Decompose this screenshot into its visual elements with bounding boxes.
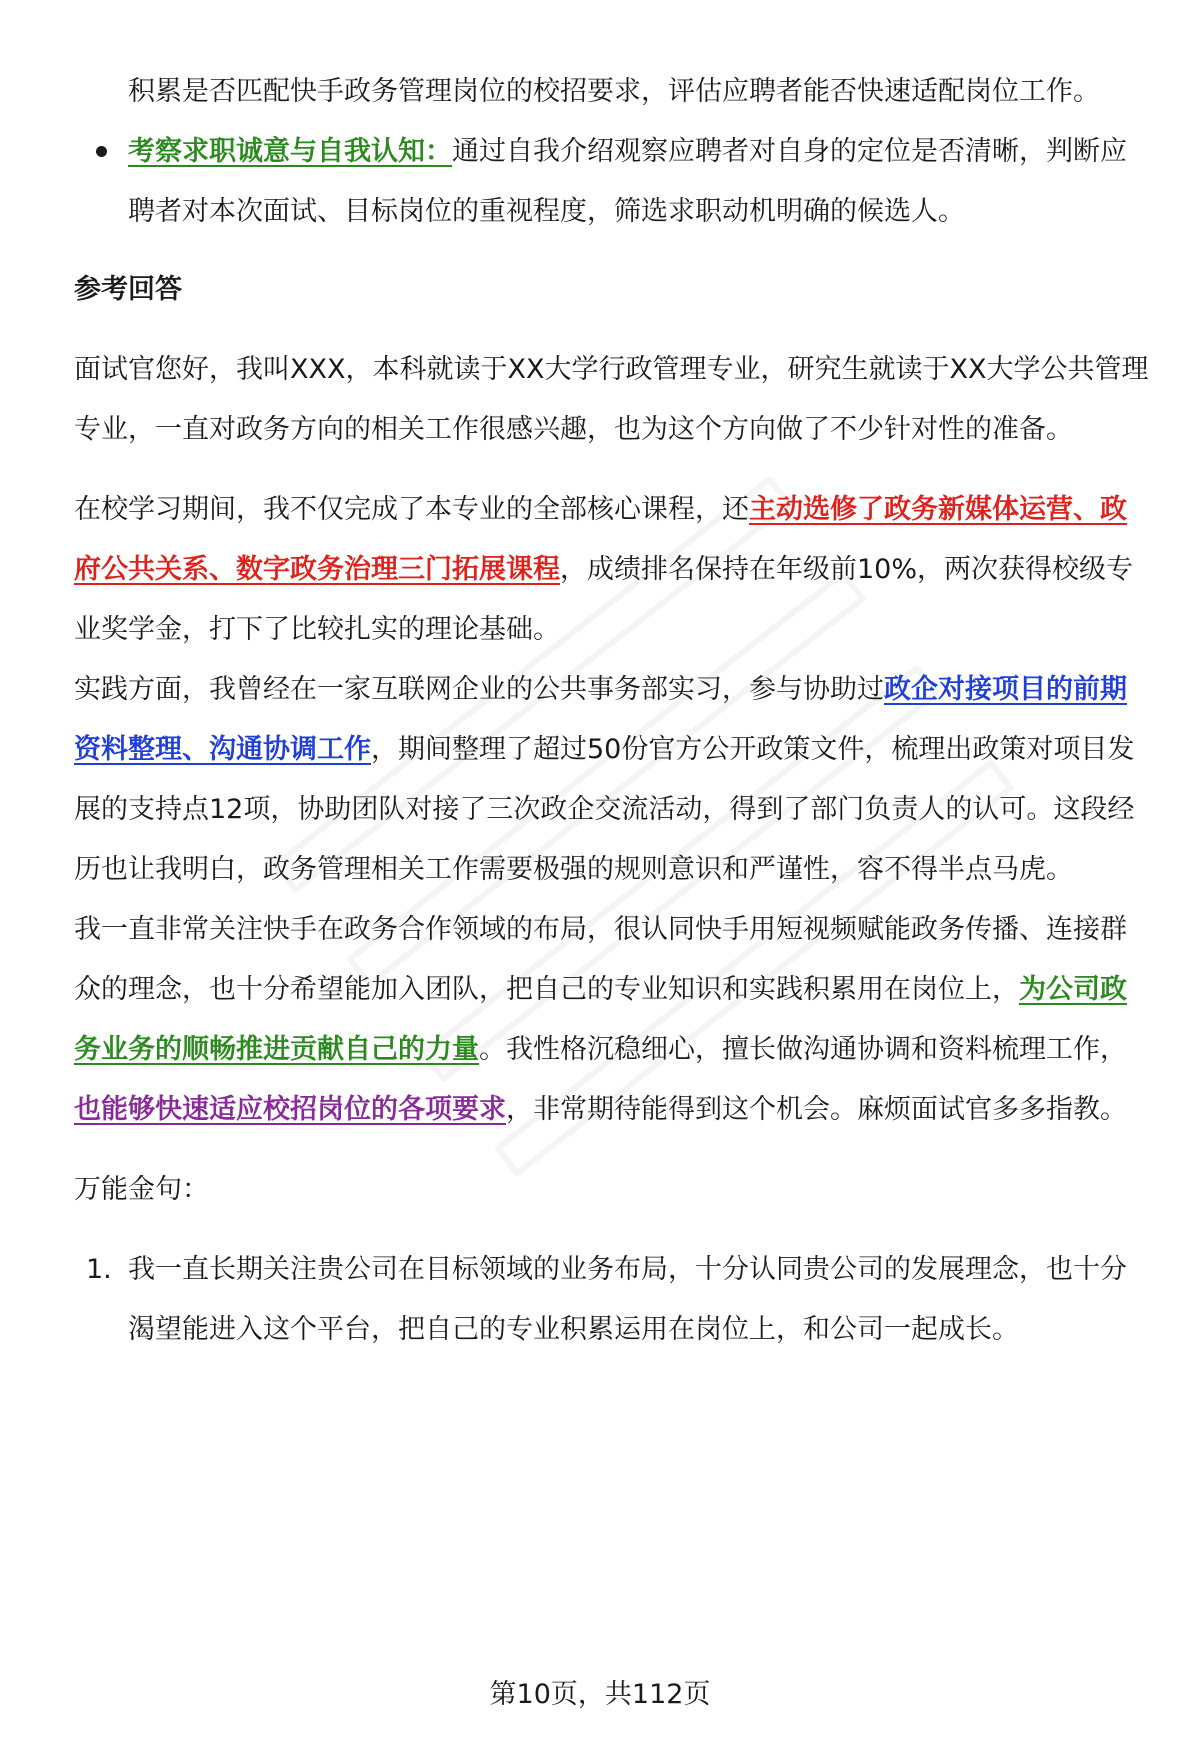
- bullet-highlight-label: 考察求职诚意与自我认知：: [128, 136, 452, 167]
- page-footer: 第10页，共112页: [489, 1679, 711, 1710]
- highlight-blue: 政企对接项目的前期资料整理、沟通协调工作: [74, 674, 1127, 765]
- section-title-answer: 参考回答: [74, 274, 182, 305]
- paragraph-text: ，成绩排名保持在年级前10%，两次获得校级专业奖学金，打下了比较扎实的理论基础。: [74, 554, 1134, 645]
- answer-paragraph-3: [74, 660, 1152, 900]
- answer-paragraph-4: [74, 900, 1152, 1140]
- bullet-dot-icon: [96, 146, 107, 157]
- paragraph-text: ，非常期待能得到这个机会。麻烦面试官多多指教。: [506, 1094, 1127, 1125]
- list-number: 1.: [86, 1254, 112, 1285]
- highlight-red: 主动选修了政务新媒体运营、政府公共关系、数字政务治理三门拓展课程: [74, 494, 1127, 585]
- section-title-golden: 万能金句：: [74, 1174, 209, 1205]
- list-item-text: 我一直长期关注贵公司在目标领域的业务布局，十分认同贵公司的发展理念，也十分渴望能进入这个平台，把自己的专业积累运用在岗位上，和公司一起成长。: [128, 1254, 1127, 1345]
- paragraph-text: 我一直非常关注快手在政务合作领域的布局，很认同快手用短视频赋能政务传播、连接群众的理念，也十分希望能加入团队，把自己的专业知识和实践积累用在岗位上，: [74, 914, 1127, 1005]
- highlight-green: 为公司政务业务的顺畅推进贡献自己的力量: [74, 974, 1127, 1065]
- paragraph-text: 在校学习期间，我不仅完成了本专业的全部核心课程，还: [74, 494, 749, 525]
- answer-paragraph-2: [74, 480, 1152, 660]
- paragraph-text: ，期间整理了超过50份官方公开政策文件，梳理出政策对项目发展的支持点12项，协助团队对接了三次政企交流活动，得到了部门负责人的认可。这段经历也让我明白，政务管理相关工作需要极强的规则意识和严谨性，容不得半点马虎。: [74, 734, 1135, 885]
- document-body: [74, 62, 1152, 1360]
- highlight-purple: 也能够快速适应校招岗位的各项要求: [74, 1094, 506, 1125]
- list-item: [74, 1240, 1152, 1360]
- answer-paragraph-1: 面试官您好，我叫XXX，本科就读于XX大学行政管理专业，研究生就读于XX大学公共管理专业，一直对政务方向的相关工作很感兴趣，也为这个方向做了不少针对性的准备。: [74, 354, 1149, 445]
- bullet-text: 通过自我介绍观察应聘者对自身的定位是否清晰，判断应聘者对本次面试、目标岗位的重视程度，筛选求职动机明确的候选人。: [128, 136, 1127, 227]
- bullet-item: [74, 122, 1152, 242]
- paragraph-text: 实践方面，我曾经在一家互联网企业的公共事务部实习，参与协助过: [74, 674, 884, 705]
- paragraph-text: 。我性格沉稳细心，擅长做沟通协调和资料梳理工作，: [479, 1034, 1127, 1065]
- intro-continuation: 积累是否匹配快手政务管理岗位的校招要求，评估应聘者能否快速适配岗位工作。: [128, 76, 1100, 107]
